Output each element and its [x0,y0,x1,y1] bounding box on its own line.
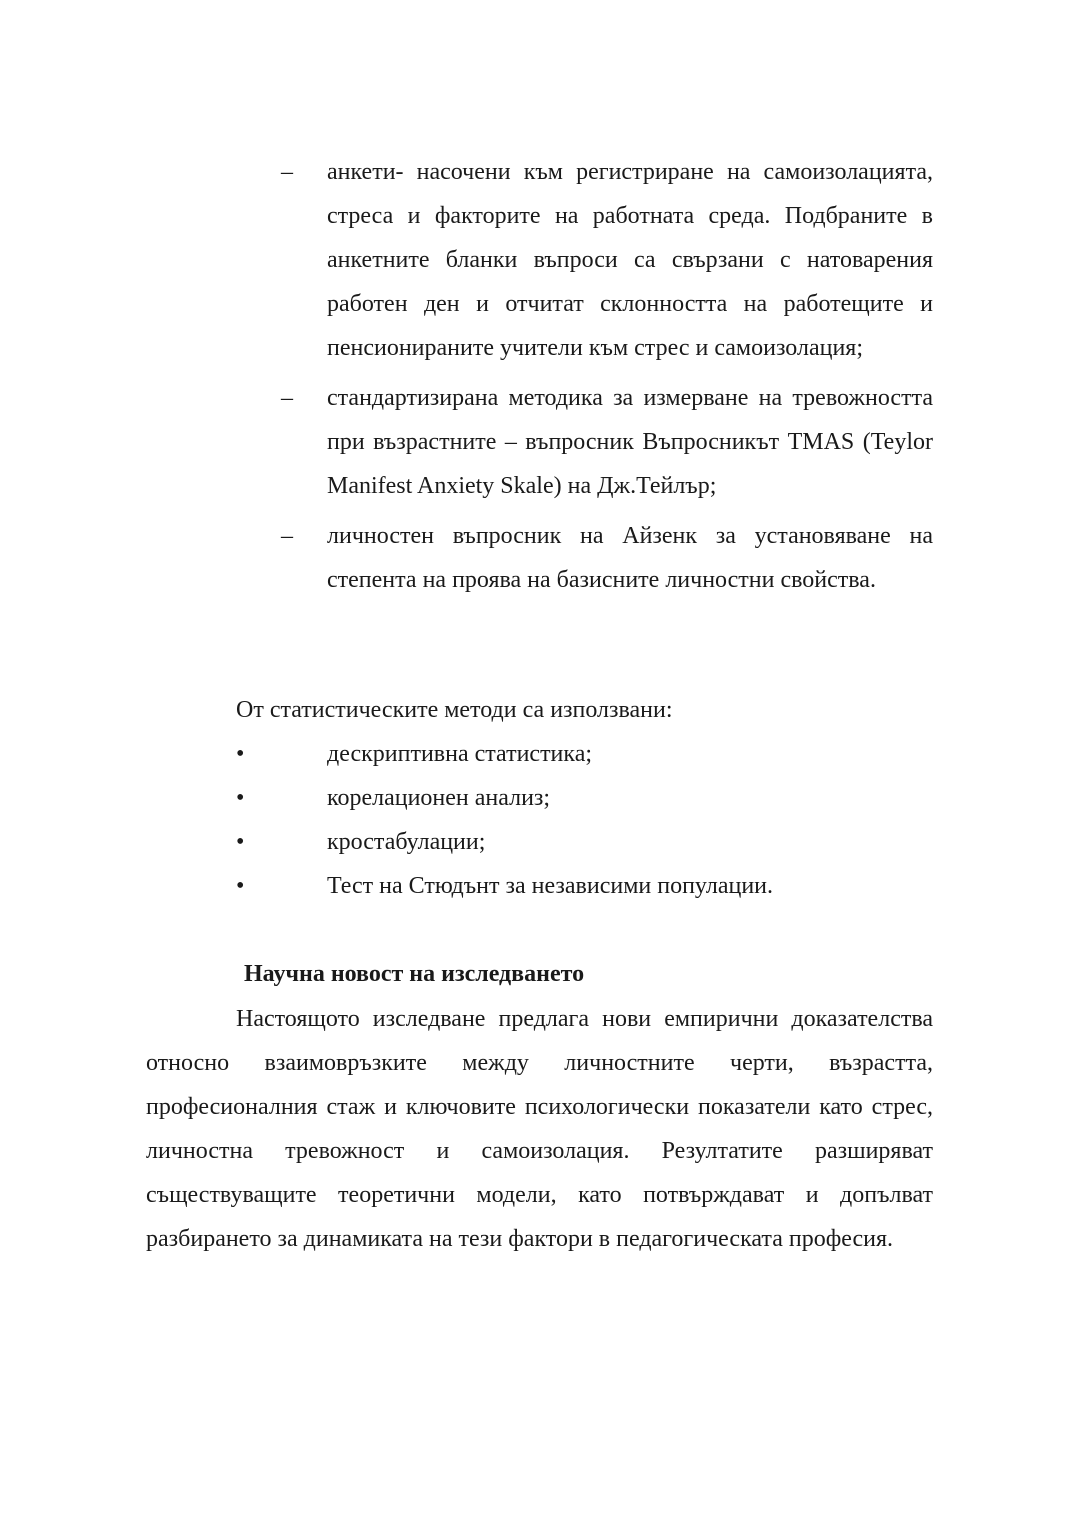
statistical-methods-list [236,732,936,908]
list-item-text: корелационен анализ; [327,785,551,811]
bullet-marker: • [236,873,245,899]
dash-marker: – [281,385,293,411]
research-instruments-list [281,150,933,608]
list-item-text: стандартизирана методика за измерване на тревожността при възрастните – въпросник Въпросникът TMAS (Teylor Manifest Anxiety Skale) на Дж.Тейлър; [327,385,933,499]
list-item [236,732,936,776]
bullet-marker: • [236,829,245,855]
list-item-text: личностен въпросник на Айзенк за установяване на степента на проява на базисните личностни свойства. [327,523,933,593]
list-item [236,820,936,864]
list-item-text: анкети- насочени към регистриране на самоизолацията, стреса и факторите на работната среда. Подбраните в анкетните бланки въпроси са свързани с натоварения работен ден и отчитат склонността на работещите и пенсионираните учители към стрес и самоизолация; [327,159,933,361]
section-heading: Научна новост на изследването [244,961,585,987]
bullet-marker: • [236,741,245,767]
list-item [281,376,933,508]
list-item [281,514,933,602]
statistics-intro: От статистическите методи са използвани: [236,697,673,723]
list-item [236,776,936,820]
list-item-text: Тест на Стюдънт за независими популации. [327,873,774,899]
dash-marker: – [281,159,293,185]
list-item-text: кростабулации; [327,829,486,855]
novelty-paragraph: Настоящото изследване предлага нови емпирични доказателства относно взаимовръзките между личностните черти, възрастта, професионалния стаж и ключовите психологически показатели като стрес, личностна тревожност и самоизолация. Резултатите разширяват съществуващите теоретични модели, като потвърждават и допълват разбирането за динамиката на тези фактори в педагогическата професия. [146,1006,933,1252]
dash-marker: – [281,523,293,549]
list-item [236,864,936,908]
list-item-text: дескриптивна статистика; [327,741,593,767]
list-item [281,150,933,370]
bullet-marker: • [236,785,245,811]
